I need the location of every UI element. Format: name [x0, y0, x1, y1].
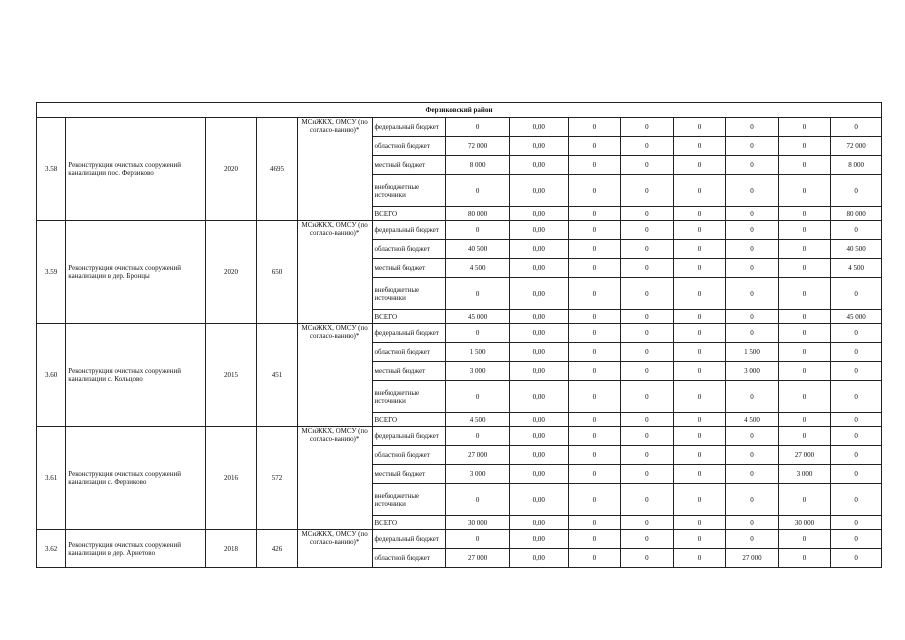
amount-cell: 0	[621, 465, 674, 484]
amount-cell: 0	[726, 175, 779, 207]
amount-cell: 0	[673, 446, 726, 465]
amount-cell: 0	[568, 484, 621, 516]
amount-cell: 0	[726, 324, 779, 343]
amount-cell: 0	[673, 549, 726, 568]
item-number: 3.61	[37, 427, 66, 530]
amount-cell: 45 000	[446, 310, 510, 324]
amount-cell: 0	[568, 156, 621, 175]
amount-cell: 4 500	[831, 259, 882, 278]
amount-cell: 0	[568, 381, 621, 413]
funding-source: ВСЕГО	[372, 516, 446, 530]
amount-cell: 4 500	[446, 413, 510, 427]
amount-cell: 0	[831, 221, 882, 240]
funding-source: федеральный бюджет	[372, 221, 446, 240]
amount-cell: 0,00	[509, 175, 568, 207]
amount-cell: 0,00	[509, 362, 568, 381]
amount-cell: 0,00	[509, 484, 568, 516]
amount-cell: 0	[446, 221, 510, 240]
amount-cell: 0	[831, 516, 882, 530]
amount-cell: 0	[568, 324, 621, 343]
amount-cell: 0	[673, 175, 726, 207]
amount-cell: 0	[621, 240, 674, 259]
amount-cell: 0	[831, 484, 882, 516]
amount-cell: 0	[726, 381, 779, 413]
amount-cell: 0	[673, 324, 726, 343]
funding-source: областной бюджет	[372, 446, 446, 465]
item-number: 3.58	[37, 118, 66, 221]
amount-cell: 80 000	[831, 207, 882, 221]
amount-cell: 0	[673, 343, 726, 362]
amount-cell: 0	[673, 516, 726, 530]
amount-cell: 0	[568, 137, 621, 156]
item-capacity: 451	[257, 324, 297, 427]
item-year: 2020	[205, 118, 257, 221]
amount-cell: 0,00	[509, 446, 568, 465]
table-row	[37, 118, 882, 137]
item-capacity: 650	[257, 221, 297, 324]
item-capacity: 572	[257, 427, 297, 530]
item-responsible: МСиЖКХ, ОМСУ (по согласо-ванию)*	[297, 324, 372, 427]
amount-cell: 0	[831, 381, 882, 413]
amount-cell: 0,00	[509, 156, 568, 175]
amount-cell: 0	[726, 278, 779, 310]
amount-cell: 0,00	[509, 465, 568, 484]
amount-cell: 0	[726, 137, 779, 156]
amount-cell: 0	[778, 530, 831, 549]
amount-cell: 0,00	[509, 259, 568, 278]
amount-cell: 0	[621, 530, 674, 549]
amount-cell: 30 000	[778, 516, 831, 530]
amount-cell: 0	[446, 175, 510, 207]
amount-cell: 0,00	[509, 549, 568, 568]
funding-source: местный бюджет	[372, 156, 446, 175]
amount-cell: 0	[568, 530, 621, 549]
amount-cell: 0	[621, 324, 674, 343]
amount-cell: 0	[726, 516, 779, 530]
amount-cell: 0	[446, 427, 510, 446]
funding-source: федеральный бюджет	[372, 118, 446, 137]
amount-cell: 0	[778, 175, 831, 207]
amount-cell: 0	[831, 343, 882, 362]
amount-cell: 45 000	[831, 310, 882, 324]
amount-cell: 72 000	[831, 137, 882, 156]
funding-source: федеральный бюджет	[372, 530, 446, 549]
amount-cell: 0	[831, 427, 882, 446]
item-title: Реконструкция очистных сооружений канализации с. Ферзиково	[66, 427, 205, 530]
amount-cell: 0	[778, 310, 831, 324]
amount-cell: 8 000	[831, 156, 882, 175]
amount-cell: 0	[446, 530, 510, 549]
amount-cell: 40 500	[446, 240, 510, 259]
amount-cell: 0	[726, 427, 779, 446]
funding-source: областной бюджет	[372, 240, 446, 259]
amount-cell: 0	[621, 259, 674, 278]
amount-cell: 0	[568, 175, 621, 207]
item-responsible: МСиЖКХ, ОМСУ (по согласо-ванию)*	[297, 530, 372, 568]
item-number: 3.59	[37, 221, 66, 324]
amount-cell: 0,00	[509, 221, 568, 240]
amount-cell: 0	[673, 413, 726, 427]
amount-cell: 0	[726, 207, 779, 221]
amount-cell: 0	[673, 484, 726, 516]
item-capacity: 426	[257, 530, 297, 568]
amount-cell: 27 000	[726, 549, 779, 568]
amount-cell: 0	[568, 259, 621, 278]
amount-cell: 0	[568, 446, 621, 465]
amount-cell: 0	[621, 427, 674, 446]
table-row	[37, 530, 882, 549]
amount-cell: 0	[778, 118, 831, 137]
amount-cell: 0	[673, 221, 726, 240]
amount-cell: 0	[778, 413, 831, 427]
amount-cell: 27 000	[446, 549, 510, 568]
funding-source: внебюджетные источники	[372, 484, 446, 516]
district-header: Ферзиковский район	[37, 103, 882, 118]
amount-cell: 0	[778, 484, 831, 516]
amount-cell: 27 000	[446, 446, 510, 465]
amount-cell: 0	[673, 207, 726, 221]
amount-cell: 0,00	[509, 278, 568, 310]
amount-cell: 0	[673, 310, 726, 324]
table-row	[37, 221, 882, 240]
amount-cell: 0	[621, 207, 674, 221]
amount-cell: 8 000	[446, 156, 510, 175]
amount-cell: 0	[568, 427, 621, 446]
amount-cell: 0	[673, 278, 726, 310]
amount-cell: 0,00	[509, 137, 568, 156]
amount-cell: 0	[778, 221, 831, 240]
amount-cell: 0	[726, 221, 779, 240]
amount-cell: 0	[621, 310, 674, 324]
item-title: Реконструкция очистных сооружений канализации с. Кольцово	[66, 324, 205, 427]
item-number: 3.60	[37, 324, 66, 427]
amount-cell: 0	[568, 240, 621, 259]
amount-cell: 0	[778, 207, 831, 221]
amount-cell: 0	[673, 381, 726, 413]
amount-cell: 0	[446, 278, 510, 310]
amount-cell: 0	[621, 175, 674, 207]
amount-cell: 0	[568, 221, 621, 240]
amount-cell: 0,00	[509, 343, 568, 362]
amount-cell: 3 000	[446, 362, 510, 381]
amount-cell: 1 500	[446, 343, 510, 362]
amount-cell: 3 000	[446, 465, 510, 484]
amount-cell: 0	[778, 156, 831, 175]
amount-cell: 0	[726, 310, 779, 324]
amount-cell: 3 000	[778, 465, 831, 484]
amount-cell: 0	[726, 240, 779, 259]
amount-cell: 0	[568, 118, 621, 137]
amount-cell: 0	[446, 324, 510, 343]
amount-cell: 0,00	[509, 324, 568, 343]
item-year: 2015	[205, 324, 257, 427]
table-row	[37, 324, 882, 343]
amount-cell: 0	[568, 278, 621, 310]
amount-cell: 0	[673, 362, 726, 381]
table-row	[37, 427, 882, 446]
amount-cell: 0	[726, 484, 779, 516]
amount-cell: 0	[726, 259, 779, 278]
amount-cell: 0	[673, 240, 726, 259]
item-responsible: МСиЖКХ, ОМСУ (по согласо-ванию)*	[297, 221, 372, 324]
amount-cell: 0,00	[509, 413, 568, 427]
amount-cell: 0	[568, 310, 621, 324]
amount-cell: 0,00	[509, 118, 568, 137]
amount-cell: 0	[568, 549, 621, 568]
amount-cell: 0	[673, 259, 726, 278]
amount-cell: 0	[831, 465, 882, 484]
item-responsible: МСиЖКХ, ОМСУ (по согласо-ванию)*	[297, 427, 372, 530]
funding-source: ВСЕГО	[372, 207, 446, 221]
funding-source: федеральный бюджет	[372, 324, 446, 343]
amount-cell: 1 500	[726, 343, 779, 362]
amount-cell: 0	[831, 118, 882, 137]
funding-source: внебюджетные источники	[372, 278, 446, 310]
item-title: Реконструкция очистных сооружений канализации в дер. Арнетово	[66, 530, 205, 568]
item-capacity: 4695	[257, 118, 297, 221]
amount-cell: 0	[778, 381, 831, 413]
amount-cell: 0	[568, 516, 621, 530]
amount-cell: 0	[673, 530, 726, 549]
amount-cell: 0	[568, 362, 621, 381]
funding-source: внебюджетные источники	[372, 381, 446, 413]
item-number: 3.62	[37, 530, 66, 568]
amount-cell: 0	[831, 362, 882, 381]
funding-source: местный бюджет	[372, 362, 446, 381]
amount-cell: 0	[621, 118, 674, 137]
amount-cell: 0	[831, 324, 882, 343]
amount-cell: 0	[621, 221, 674, 240]
amount-cell: 0	[726, 465, 779, 484]
amount-cell: 0,00	[509, 530, 568, 549]
amount-cell: 0	[831, 446, 882, 465]
amount-cell: 0	[673, 137, 726, 156]
amount-cell: 0	[726, 446, 779, 465]
amount-cell: 0	[831, 278, 882, 310]
funding-source: областной бюджет	[372, 549, 446, 568]
funding-source: областной бюджет	[372, 343, 446, 362]
amount-cell: 0	[621, 362, 674, 381]
amount-cell: 0	[446, 118, 510, 137]
amount-cell: 0	[673, 118, 726, 137]
funding-source: федеральный бюджет	[372, 427, 446, 446]
amount-cell: 0	[831, 175, 882, 207]
amount-cell: 0	[446, 484, 510, 516]
amount-cell: 0	[831, 530, 882, 549]
amount-cell: 0,00	[509, 310, 568, 324]
item-title: Реконструкция очистных сооружений канализации в дер. Бронцы	[66, 221, 205, 324]
amount-cell: 0	[778, 259, 831, 278]
amount-cell: 0,00	[509, 381, 568, 413]
amount-cell: 0	[621, 156, 674, 175]
amount-cell: 0,00	[509, 516, 568, 530]
amount-cell: 0	[673, 465, 726, 484]
amount-cell: 4 500	[446, 259, 510, 278]
amount-cell: 0	[621, 278, 674, 310]
amount-cell: 0	[621, 484, 674, 516]
amount-cell: 0	[778, 324, 831, 343]
amount-cell: 0	[831, 413, 882, 427]
amount-cell: 3 000	[726, 362, 779, 381]
amount-cell: 0,00	[509, 240, 568, 259]
amount-cell: 0	[778, 343, 831, 362]
amount-cell: 27 000	[778, 446, 831, 465]
item-title: Реконструкция очистных сооружений канализации пос. Ферзиково	[66, 118, 205, 221]
amount-cell: 0	[568, 343, 621, 362]
amount-cell: 72 000	[446, 137, 510, 156]
amount-cell: 0	[778, 427, 831, 446]
amount-cell: 4 500	[726, 413, 779, 427]
amount-cell: 0	[621, 413, 674, 427]
funding-source: ВСЕГО	[372, 310, 446, 324]
amount-cell: 0	[778, 278, 831, 310]
amount-cell: 0	[726, 156, 779, 175]
amount-cell: 0	[778, 549, 831, 568]
amount-cell: 0	[446, 381, 510, 413]
amount-cell: 0	[621, 516, 674, 530]
funding-source: внебюджетные источники	[372, 175, 446, 207]
amount-cell: 0	[726, 118, 779, 137]
amount-cell: 40 500	[831, 240, 882, 259]
amount-cell: 0	[831, 549, 882, 568]
funding-source: местный бюджет	[372, 465, 446, 484]
amount-cell: 0	[568, 207, 621, 221]
amount-cell: 0	[621, 343, 674, 362]
amount-cell: 0	[568, 413, 621, 427]
item-year: 2018	[205, 530, 257, 568]
amount-cell: 0	[621, 381, 674, 413]
amount-cell: 0	[778, 137, 831, 156]
amount-cell: 0	[621, 137, 674, 156]
item-year: 2016	[205, 427, 257, 530]
amount-cell: 0	[726, 530, 779, 549]
amount-cell: 0	[621, 446, 674, 465]
amount-cell: 0	[778, 240, 831, 259]
amount-cell: 0	[673, 156, 726, 175]
funding-source: местный бюджет	[372, 259, 446, 278]
amount-cell: 0	[621, 549, 674, 568]
funding-source: ВСЕГО	[372, 413, 446, 427]
amount-cell: 30 000	[446, 516, 510, 530]
amount-cell: 80 000	[446, 207, 510, 221]
amount-cell: 0	[673, 427, 726, 446]
program-table	[36, 102, 882, 568]
amount-cell: 0	[778, 362, 831, 381]
amount-cell: 0,00	[509, 207, 568, 221]
amount-cell: 0	[568, 465, 621, 484]
amount-cell: 0,00	[509, 427, 568, 446]
funding-source: областной бюджет	[372, 137, 446, 156]
item-responsible: МСиЖКХ, ОМСУ (по согласо-ванию)*	[297, 118, 372, 221]
item-year: 2020	[205, 221, 257, 324]
